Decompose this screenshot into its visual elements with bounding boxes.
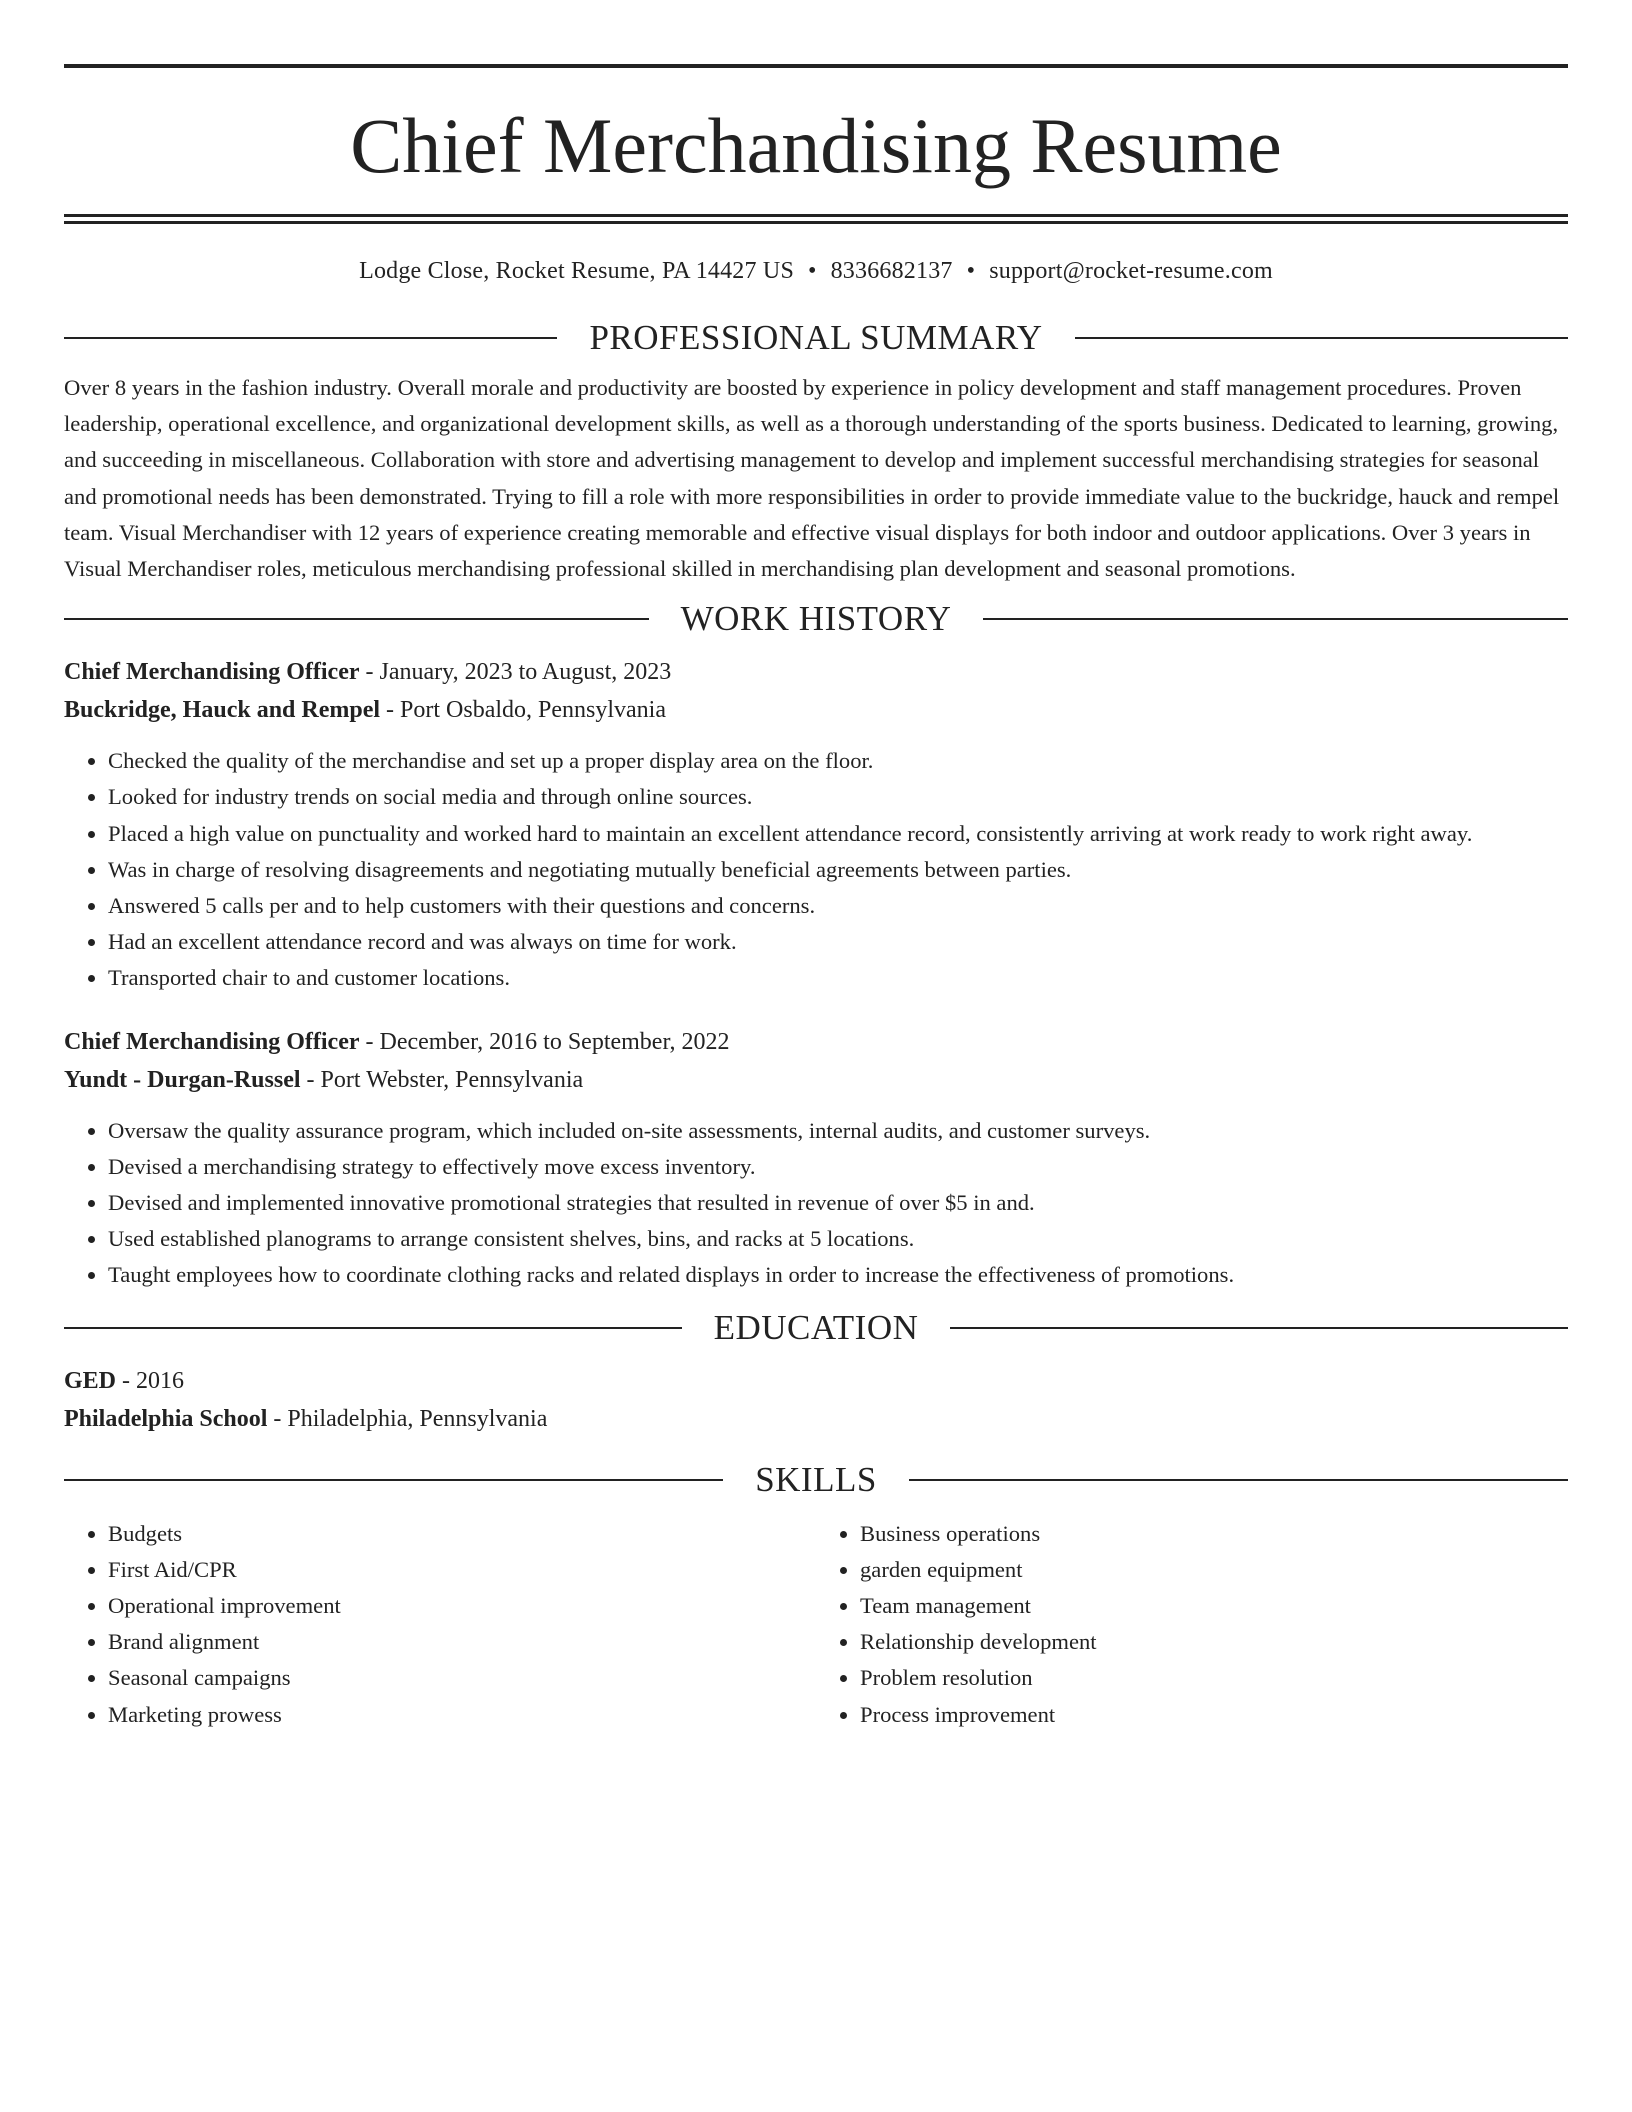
heading-rule [64,337,557,339]
education-year: - 2016 [116,1367,185,1394]
contact-email[interactable]: support@rocket-resume.com [989,258,1273,284]
list-item: • Checked the quality of the merchandise and set up a proper display area on the floor. [108,743,1568,779]
list-item: • Oversaw the quality assurance program, which included on-site assessments, internal audits, and customer surveys. [108,1113,1568,1149]
job-entry [64,1023,1568,1294]
contact-separator: • [966,258,976,284]
job-location: - Port Webster, Pennsylvania [300,1066,584,1093]
page-title: Chief Merchandising Resume [350,102,1282,189]
job-company-line [64,1061,1568,1099]
list-item: • Transported chair to and customer locations. [108,960,1568,996]
section-heading-education [64,1306,1568,1350]
job-company-line [64,691,1568,729]
list-item: • Looked for industry trends on social media and through online sources. [108,779,1568,815]
job-dates: - December, 2016 to September, 2022 [359,1028,730,1055]
list-item: • First Aid/CPR [108,1552,816,1588]
list-item: • Had an excellent attendance record and was always on time for work. [108,924,1568,960]
heading-rule [64,1327,682,1329]
job-company: Yundt - Durgan-Russel [64,1066,301,1093]
list-item: • Relationship development [860,1624,1568,1660]
section-title: EDUCATION [713,1307,919,1347]
section-title: PROFESSIONAL SUMMARY [589,318,1043,357]
skills-column-left [64,1516,816,1733]
section-heading-skills [64,1458,1568,1502]
job-bullets [64,1113,1568,1294]
list-item: • Budgets [108,1516,816,1552]
job-location: - Port Osbaldo, Pennsylvania [380,697,667,724]
list-item: • Used established planograms to arrange consistent shelves, bins, and racks at 5 locations. [108,1221,1568,1257]
list-item: • Marketing prowess [108,1697,816,1733]
education-degree-line [64,1362,1568,1400]
heading-rule [64,1479,723,1481]
list-item: • Placed a high value on punctuality and worked hard to maintain an excellent attendance record, consistently arriving at work ready to work right away. [108,816,1568,852]
job-title-line [64,653,1568,691]
list-item: • Devised and implemented innovative promotional strategies that resulted in revenue of over $5 in and. [108,1185,1568,1221]
job-entry [64,653,1568,996]
list-item: • Operational improvement [108,1588,816,1624]
education-degree: GED [64,1367,117,1394]
list-item: • Process improvement [860,1697,1568,1733]
heading-rule [909,1479,1568,1481]
contact-line [64,256,1568,286]
list-item: • Team management [860,1588,1568,1624]
job-dates: - January, 2023 to August, 2023 [359,659,672,686]
section-heading-work [64,597,1568,641]
list-item: • Seasonal campaigns [108,1660,816,1696]
contact-address: Lodge Close, Rocket Resume, PA 14427 US [359,258,794,284]
skills-list [64,1516,1568,1733]
list-item: • Business operations [860,1516,1568,1552]
job-title: Chief Merchandising Officer [64,659,360,686]
education-school-line [64,1400,1568,1438]
education-entry [64,1362,1568,1438]
section-heading-summary [64,316,1568,360]
heading-rule [950,1327,1568,1329]
education-location: - Philadelphia, Pennsylvania [267,1405,548,1432]
top-rule [64,64,1568,68]
list-item: • garden equipment [860,1552,1568,1588]
list-item: • Problem resolution [860,1660,1568,1696]
list-item: • Answered 5 calls per and to help customers with their questions and concerns. [108,888,1568,924]
summary-paragraph: Over 8 years in the fashion industry. Overall morale and productivity are boosted by experience in policy development and staff management procedures. Proven leadership, operational excellence, and organizational development skills, as well as a thorough understanding of the sports business. Dedicated to learning, growing, and succeeding in miscellaneous. Collaboration with store and advertising management to develop and implement successful merchandising strategies for seasonal and promotional needs has been demonstrated. Trying to fill a role with more responsibilities in order to provide immediate value to the buckridge, hauck and rempel team. Visual Merchandiser with 12 years of experience creating memorable and effective visual displays for both indoor and outdoor applications. Over 3 years in Visual Merchandiser roles, meticulous merchandising professional skilled in merchandising plan development and seasonal promotions. [64,375,1560,582]
education-school: Philadelphia School [64,1405,268,1432]
section-title: SKILLS [755,1459,877,1499]
job-title: Chief Merchandising Officer [64,1028,360,1055]
heading-rule [64,618,649,620]
job-title-line [64,1023,1568,1061]
contact-separator: • [808,258,817,284]
heading-rule [983,618,1568,620]
list-item: • Taught employees how to coordinate clothing racks and related displays in order to increase the effectiveness of promotions. [108,1257,1568,1293]
job-company: Buckridge, Hauck and Rempel [64,697,381,724]
title-double-rule [64,214,1568,224]
list-item: • Devised a merchandising strategy to effectively move excess inventory. [108,1149,1568,1185]
list-item: • Was in charge of resolving disagreements and negotiating mutually beneficial agreements between parties. [108,852,1568,888]
list-item: • Brand alignment [108,1624,816,1660]
job-bullets [64,743,1568,996]
contact-phone: 8336682137 [830,258,953,284]
section-title: WORK HISTORY [680,599,952,639]
heading-rule [1075,337,1568,339]
skills-column-right [816,1516,1568,1733]
